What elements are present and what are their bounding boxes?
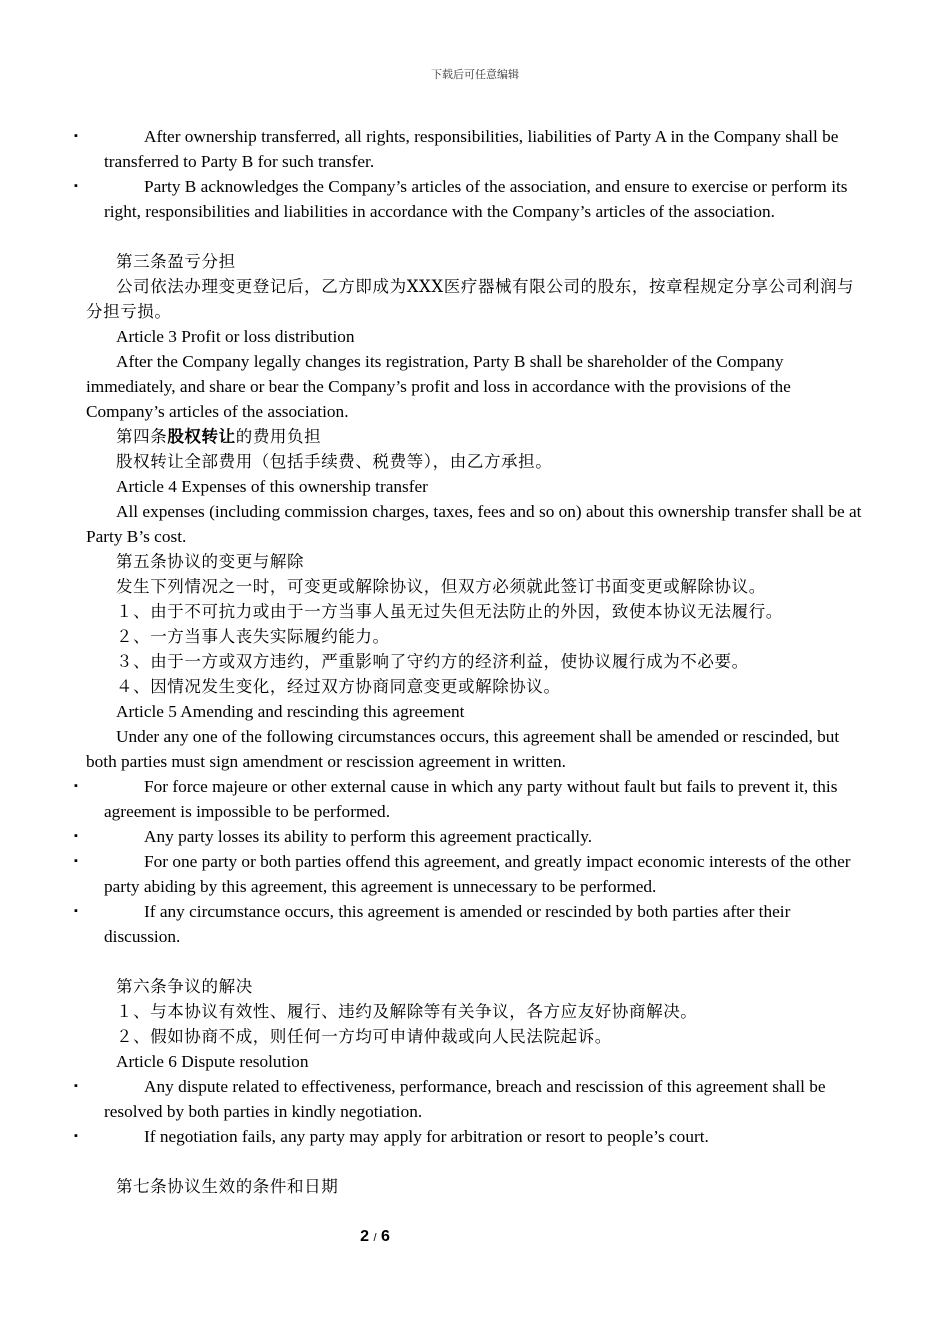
bullet-icon: ▪: [74, 130, 78, 142]
article-4-cn-title: 第四条股权转让的费用负担: [116, 427, 322, 446]
list-item: ▪ For one party or both parties offend this agreement, and greatly impact economic interests of the other party abiding by this agreement, this agreement is unnecessary to be performed.: [86, 849, 864, 899]
article-5-cn-item: ４、因情况发生变化，经过双方协商同意变更或解除协议。: [116, 677, 561, 696]
article-3-en-body: After the Company legally changes its registration, Party B shall be shareholder of the Company immediately, and share or bear the Company’s profit and loss in accordance with the provisions of the Company’s articles of the association.: [86, 352, 791, 421]
bullet-icon: ▪: [74, 830, 78, 842]
list-item: ▪ Any dispute related to effectiveness, performance, breach and rescission of this agreement shall be resolved by both parties in kindly negotiation.: [86, 1074, 864, 1124]
article-5-cn-item: １、由于不可抗力或由于一方当事人虽无过失但无法防止的外因，致使本协议无法履行。: [116, 602, 783, 621]
article-4-en-body: All expenses (including commission charges, taxes, fees and so on) about this ownership transfer shall be at Party B’s cost.: [86, 502, 862, 546]
article-6-cn-title: 第六条争议的解决: [116, 977, 253, 996]
article-5-en-title: Article 5 Amending and rescinding this agreement: [116, 702, 465, 721]
bullet-icon: ▪: [74, 1080, 78, 1092]
article-7-cn-title: 第七条协议生效的条件和日期: [116, 1177, 339, 1196]
list-item: ▪ For force majeure or other external cause in which any party without fault but fails to prevent it, this agreement is impossible to be performed.: [86, 774, 864, 824]
page-header: 下载后可任意编辑: [431, 68, 519, 81]
article-5-cn-intro: 发生下列情况之一时，可变更或解除协议，但双方必须就此签订书面变更或解除协议。: [116, 577, 766, 596]
document-body: [74, 124, 864, 1199]
list-item: ▪ Party B acknowledges the Company’s articles of the association, and ensure to exercise or perform its right, responsibilities and liabilities in accordance with the Company’s articles of the association.: [86, 174, 864, 224]
article-6-cn-item: １、与本协议有效性、履行、违约及解除等有关争议，各方应友好协商解决。: [116, 1002, 698, 1021]
bullet-icon: ▪: [74, 1130, 78, 1142]
article-5-cn-item: ２、一方当事人丧失实际履约能力。: [116, 627, 390, 646]
article-4-en-title: Article 4 Expenses of this ownership transfer: [116, 477, 428, 496]
article-3-en-title: Article 3 Profit or loss distribution: [116, 327, 355, 346]
bullet-icon: ▪: [74, 180, 78, 192]
article-5-cn-item: ３、由于一方或双方违约，严重影响了守约方的经济利益，使协议履行成为不必要。: [116, 652, 749, 671]
article-4-cn-body: 股权转让全部费用（包括手续费、税费等），由乙方承担。: [116, 452, 553, 471]
article-5-en-intro: Under any one of the following circumstances occurs, this agreement shall be amended or rescinded, but both parties must sign amendment or rescission agreement in written.: [86, 727, 840, 771]
list-item: ▪ If negotiation fails, any party may apply for arbitration or resort to people’s court.: [86, 1124, 864, 1149]
article-5-cn-title: 第五条协议的变更与解除: [116, 552, 305, 571]
list-item: ▪ If any circumstance occurs, this agreement is amended or rescinded by both parties after their discussion.: [86, 899, 864, 949]
bullet-icon: ▪: [74, 855, 78, 867]
article-3-cn-body: 公司依法办理变更登记后，乙方即成为XXX医疗器械有限公司的股东，按章程规定分享公司利润与分担亏损。: [86, 277, 855, 321]
bullet-icon: ▪: [74, 780, 78, 792]
article-3-cn-title: 第三条盈亏分担: [116, 252, 236, 271]
list-item: ▪ After ownership transferred, all rights, responsibilities, liabilities of Party A in the Company shall be transferred to Party B for such transfer.: [86, 124, 864, 174]
list-item: ▪ Any party losses its ability to perform this agreement practically.: [86, 824, 864, 849]
page-number: 2 / 6: [360, 1228, 390, 1245]
article-6-en-title: Article 6 Dispute resolution: [116, 1052, 309, 1071]
bullet-icon: ▪: [74, 905, 78, 917]
article-6-cn-item: ２、假如协商不成，则任何一方均可申请仲裁或向人民法院起诉。: [116, 1027, 612, 1046]
